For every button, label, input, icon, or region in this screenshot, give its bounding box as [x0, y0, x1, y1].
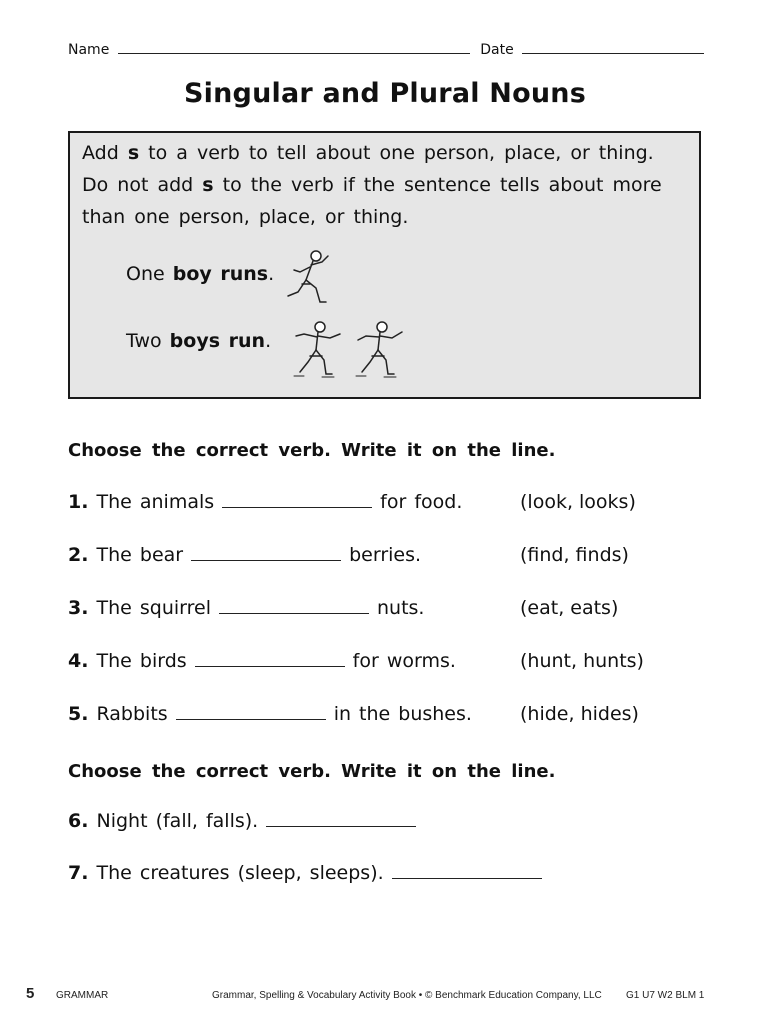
answer-line-6[interactable] [266, 825, 416, 827]
example-singular: One boy runs. [126, 263, 275, 285]
answer-line-7[interactable] [392, 877, 542, 879]
section-1-heading: Choose the correct verb. Write it on the line. [68, 440, 556, 461]
name-label: Name [68, 42, 110, 58]
running-boy-icon [290, 318, 346, 380]
rule-line-3: than one person, place, or thing. [82, 206, 409, 228]
question-2: 2. The bear berries. [68, 544, 422, 566]
rule-line-1: Add s to a verb to tell about one person, place, or thing. [82, 142, 654, 164]
choices-1: (look, looks) [520, 491, 636, 513]
question-4: 4. The birds for worms. [68, 650, 456, 672]
example-plural: Two boys run. [126, 330, 272, 352]
rule-line-2: Do not add s to the verb if the sentence tells about more [82, 174, 662, 196]
rule-box [68, 131, 701, 399]
choices-5: (hide, hides) [520, 703, 639, 725]
question-7: 7. The creatures (sleep, sleeps). [68, 862, 550, 884]
footer-section: GRAMMAR [56, 990, 109, 1001]
page-number: 5 [26, 985, 35, 1002]
date-line[interactable] [522, 52, 704, 54]
page-title: Singular and Plural Nouns [184, 78, 586, 109]
question-1: 1. The animals for food. [68, 491, 463, 513]
question-6: 6. Night (fall, falls). [68, 810, 424, 832]
answer-line-3[interactable] [219, 612, 369, 614]
choices-3: (eat, eats) [520, 597, 619, 619]
answer-line-4[interactable] [195, 665, 345, 667]
date-label: Date [480, 42, 514, 58]
running-boy-icon [352, 318, 408, 380]
running-boy-icon [282, 248, 334, 310]
question-5: 5. Rabbits in the bushes. [68, 703, 472, 725]
answer-line-5[interactable] [176, 718, 326, 720]
choices-4: (hunt, hunts) [520, 650, 644, 672]
name-date-header [68, 42, 702, 58]
footer-code: G1 U7 W2 BLM 1 [626, 990, 705, 1001]
footer-book-credit: Grammar, Spelling & Vocabulary Activity Book • © Benchmark Education Company, LLC [212, 990, 602, 1001]
name-line[interactable] [118, 52, 470, 54]
choices-2: (find, finds) [520, 544, 629, 566]
answer-line-1[interactable] [222, 506, 372, 508]
rule-text [82, 137, 692, 233]
section-2-heading: Choose the correct verb. Write it on the line. [68, 761, 556, 782]
answer-line-2[interactable] [191, 559, 341, 561]
question-3: 3. The squirrel nuts. [68, 597, 425, 619]
